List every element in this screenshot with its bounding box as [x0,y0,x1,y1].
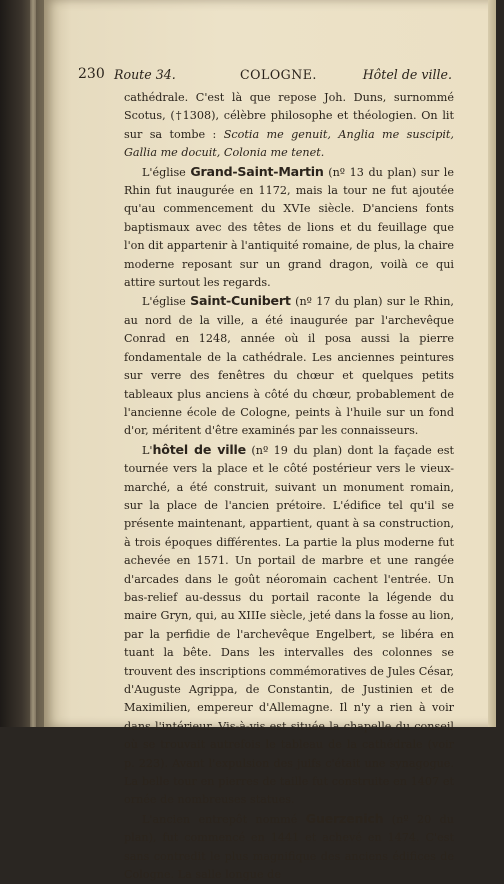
paragraph-text: (nº 20 du plan), fut commencé en 1441 et achevé en 1474. C'est sans contredit le plus magnifique des anciens édifices de Cologne. La salle longue de [124,812,454,882]
building-name-guerzenich: Guerzenich [305,810,384,826]
body-text [124,89,454,884]
paragraph-text: (nº 17 du plan) sur le Rhin, au nord de la ville, a été inaugurée par l'archevêque Conrad en 1248, année où il posa aussi la pierre fondamentale de la cathédrale. Les anciennes peintures sur verre des fenêtres du chœur et quelques petits tableaux plus anciens à côté du chœur, probablement de l'ancienne école de Cologne, peints à l'huile sur un fond d'or, méritent d'être examinés par les connaisseurs. [124,295,454,438]
paragraph-text: L' [142,443,153,457]
epitaph-italic: Scotia me genuit, Anglia me suscipit, Gallia me docuit, Colonia me tenet. [124,127,454,160]
paragraph-saint-cunibert [124,292,454,440]
page-edge [488,0,496,727]
page-number: 230 [78,66,105,82]
section-title: Hôtel de ville. [362,67,452,82]
binding-edge [30,0,36,727]
building-name-hotel-de-ville: hôtel de ville [152,441,246,457]
city-title: COLOGNE. [240,67,317,82]
paragraph-text: cathédrale. C'est là que repose Joh. Duns, surnommé Scotus, (†1308), célèbre philosophe et théologien. On lit sur sa tombe : [124,91,454,141]
paragraph-text: L'église [142,165,191,179]
running-header [78,66,452,86]
paragraph-hotel-de-ville [124,441,454,810]
route-label: Route 34. [114,67,176,82]
paragraph-guerzenich [124,810,454,884]
paragraph-text: L'ancien entrepôt nommé [142,812,306,826]
church-name-saint-cunibert: Saint-Cunibert [190,293,291,309]
church-name-grand-saint-martin: Grand-Saint-Martin [190,163,324,179]
paragraph-text: L'église [142,295,191,309]
paragraph-grand-saint-martin [124,163,454,293]
paragraph-text: (nº 19 du plan) dont la façade est tournée vers la place et le côté postérieur vers le vieux-marché, a été construit, suivant un monument romain, sur la place de l'ancien prétoire. L'édifice tel qu'il se présente maintenant, appartient, quant à sa construction, à trois époques différentes. La partie la plus moderne fut achevée en 1571. Un portail de marbre et une rangée d'arcades dans le goût néoromain cachent l'entrée. Un bas-relief au-dessus du portail raconte la légende du maire Gryn, qui, au XIIIe siècle, jeté dans la fosse au lion, par la perfidie de l'archevêque Engelbert, se libéra en tuant la bête. Dans les intervalles des colonnes se trouvent des inscriptions commémoratives de Jules César, d'Auguste Agrippa, de Constantin, de Justinien et de Maximilien, empereur d'Allemagne. Il n'y a rien à voir dans l'intérieur. Vis-à-vis est située la chapelle du conseil où se trouvait autrefois le tableau de la cathédrale (voir p. 223). Avant l'expulsion des juifs c'était une synagogue. La belle tour en pierres de taille fut construite en 1407 et ornée de nombreuses statues. [124,443,455,807]
paragraph-text: (nº 13 du plan) sur le Rhin fut inaugurée en 1172, mais la tour ne fut ajoutée qu'au commencement du XVIe siècle. D'anciens fonts baptismaux avec des têtes de lions et du feuillage que l'on dit appartenir à l'antiquité romaine, de plus, la chaire moderne reposant sur un grand dragon, voilà ce qui attire surtout les regards. [124,165,454,290]
paragraph-duns-scotus [124,89,454,163]
